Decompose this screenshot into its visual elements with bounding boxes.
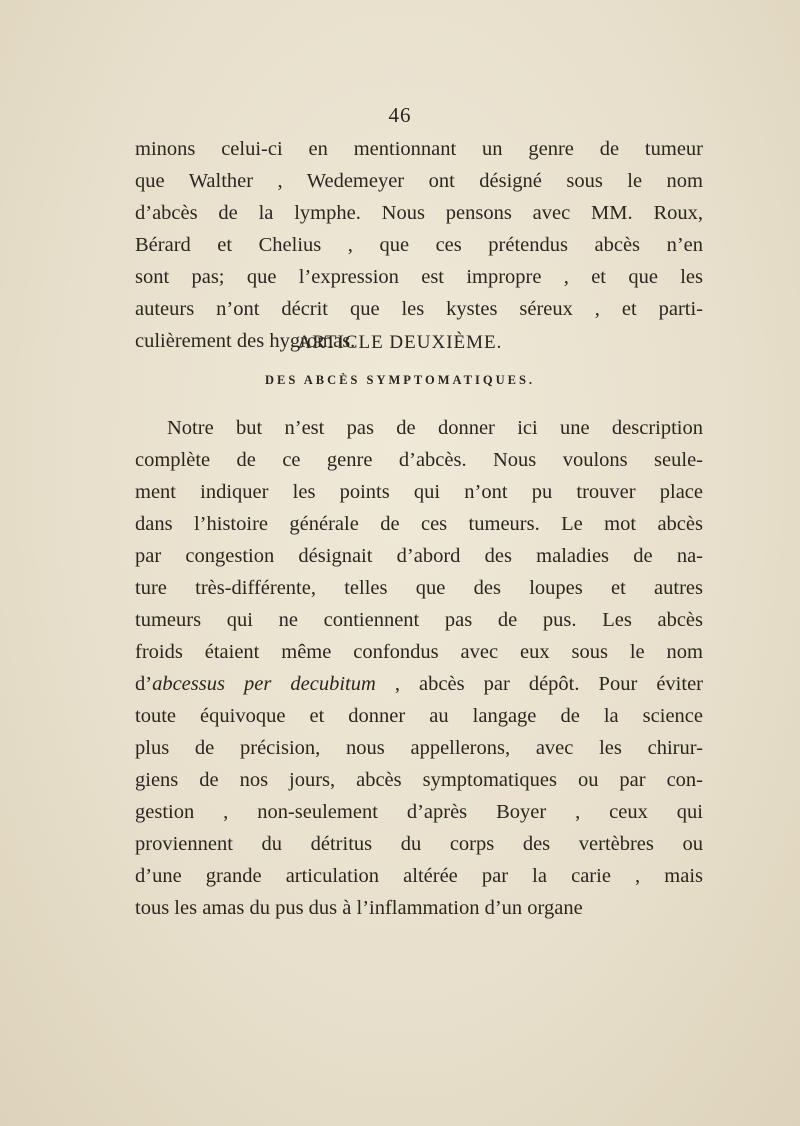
text-line: minons celui-ci en mentionnant un genre de tumeur xyxy=(135,138,703,160)
text-line: gestion , non-seulement d’après Boyer , ceux qui xyxy=(135,801,703,823)
article-heading: ARTICLE DEUXIÈME. xyxy=(297,332,503,353)
text-line: Bérard et Chelius , que ces prétendus abcès n’en xyxy=(135,234,703,256)
text-line-with-italic xyxy=(135,668,703,700)
text-fragment: , abcès par dépôt. Pour éviter xyxy=(375,673,704,695)
text-line: proviennent du détritus du corps des vertèbres ou xyxy=(135,833,703,855)
text-line: Notre but n’est pas de donner ici une description xyxy=(167,417,703,439)
paragraph-main xyxy=(135,412,703,924)
text-line: tumeurs qui ne contiennent pas de pus. Les abcès xyxy=(135,609,703,631)
text-fragment: d’ xyxy=(135,673,153,695)
latin-term: abcessus per decubitum xyxy=(152,673,376,695)
text-line: culièrement des hygromas. xyxy=(135,330,356,352)
text-line: tous les amas du pus dus à l’inflammation d’un organe xyxy=(135,897,583,919)
text-line: d’une grande articulation altérée par la carie , mais xyxy=(135,865,703,887)
text-line: complète de ce genre d’abcès. Nous voulons seule- xyxy=(135,449,703,471)
text-line: froids étaient même confondus avec eux sous le nom xyxy=(135,641,703,663)
text-line: par congestion désignait d’abord des maladies de na- xyxy=(135,545,703,567)
paragraph-continuation xyxy=(135,133,703,357)
text-line: giens de nos jours, abcès symptomatiques ou par con- xyxy=(135,769,703,791)
section-heading: DES ABCÈS SYMPTOMATIQUES. xyxy=(264,373,536,387)
text-line: plus de précision, nous appellerons, avec les chirur- xyxy=(135,737,703,759)
text-line: toute équivoque et donner au langage de la science xyxy=(135,705,703,727)
page-number: 46 xyxy=(388,103,412,127)
text-line: auteurs n’ont décrit que les kystes séreux , et parti- xyxy=(135,298,703,320)
text-line: ment indiquer les points qui n’ont pu trouver place xyxy=(135,481,703,503)
text-line: d’abcès de la lymphe. Nous pensons avec MM. Roux, xyxy=(135,202,703,224)
text-line: ture très-différente, telles que des loupes et autres xyxy=(135,577,703,599)
text-line: dans l’histoire générale de ces tumeurs. Le mot abcès xyxy=(135,513,703,535)
text-line: que Walther , Wedemeyer ont désigné sous le nom xyxy=(135,170,703,192)
text-line: sont pas; que l’expression est impropre , et que les xyxy=(135,266,703,288)
